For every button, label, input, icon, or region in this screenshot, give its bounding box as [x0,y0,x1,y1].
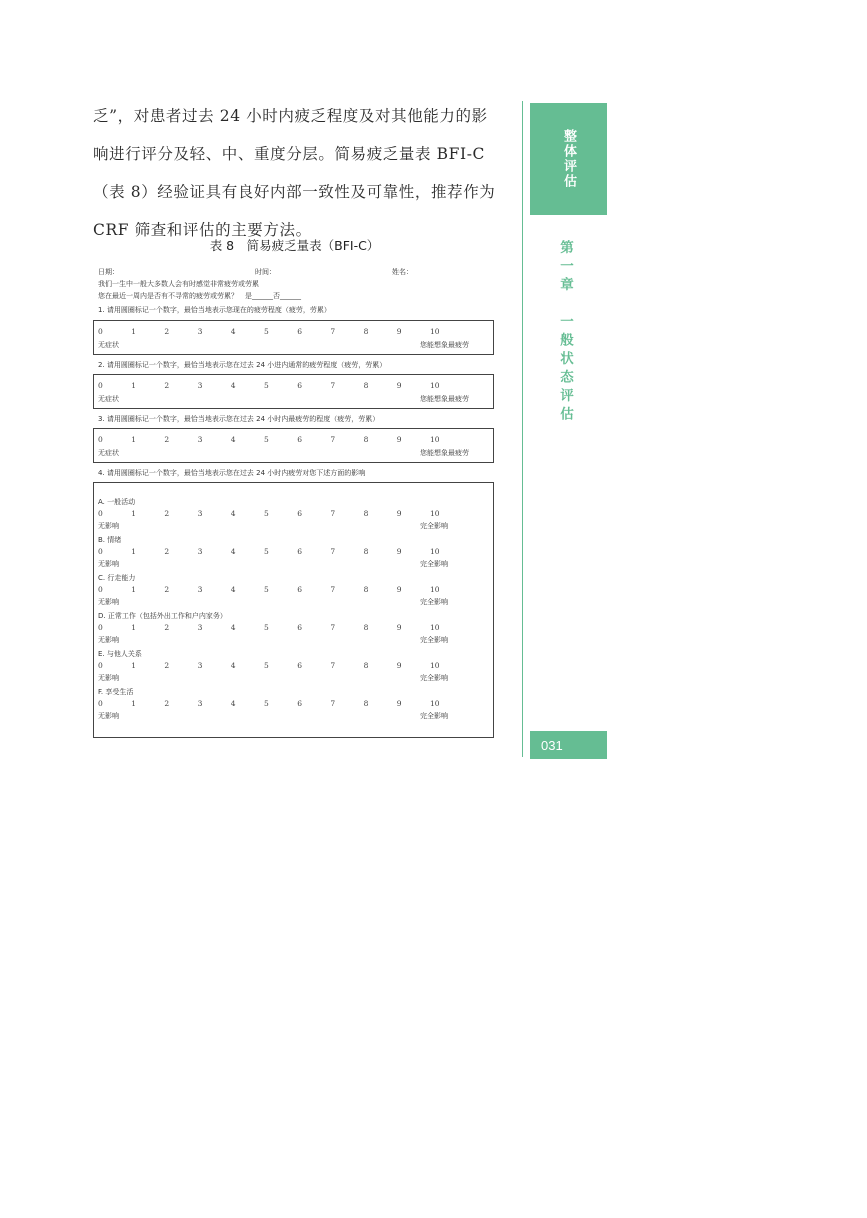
section-tab [530,103,607,215]
scale-number: 2 [164,623,170,632]
left-anchor: 无症状 [98,449,119,457]
scale-number: 9 [396,509,402,518]
scale-number: 0 [98,661,103,670]
right-anchor: 完全影响 [420,598,448,606]
question-4: 4. 请用圆圈标记一个数字，最恰当地表示您在过去 24 小时内疲劳对您下述方面的影响 [98,469,366,477]
q4-item-a-scale [98,509,438,519]
q4-item-e: E. 与他人关系 [98,650,142,658]
scale-number: 7 [330,547,336,556]
scale-number: 1 [131,585,136,594]
scale-number: 7 [330,661,336,670]
scale-number: 1 [131,623,136,632]
right-anchor: 完全影响 [420,560,448,568]
scale-number: 9 [396,435,402,444]
question-2-scale [98,381,438,391]
scale-number: 5 [264,585,269,594]
left-anchor: 无影响 [98,560,119,568]
scale-number: 2 [164,435,170,444]
right-anchor: 完全影响 [420,674,448,682]
question-1-scale [98,327,438,337]
scale-number: 5 [264,327,269,336]
scale-number: 6 [297,661,302,670]
scale-number: 2 [164,585,170,594]
scale-number: 7 [330,381,336,390]
scale-number: 5 [264,623,269,632]
scale-number: 7 [330,509,336,518]
paragraph-line: CRF 筛查和评估的主要方法。 [93,221,312,239]
q4-item-d: D. 正常工作（包括外出工作和户内家务） [98,612,227,620]
scale-number: 1 [131,509,136,518]
scale-number: 5 [264,435,269,444]
scale-number: 9 [396,381,402,390]
intro-line: 我们一生中一般大多数人会有时感觉非常疲劳或劳累 [98,280,259,288]
scale-number: 8 [363,327,369,336]
scale-number: 2 [164,381,170,390]
scale-number: 1 [131,547,136,556]
scale-number: 8 [363,509,369,518]
chapter-title: 第一章 一般状态评估 [557,240,573,425]
sidebar-divider [522,101,523,757]
scale-number: 10 [430,585,440,594]
scale-number: 8 [363,435,369,444]
scale-number: 10 [430,509,440,518]
scale-number: 8 [363,381,369,390]
scale-number: 4 [230,661,236,670]
scale-number: 1 [131,327,136,336]
right-anchor: 您能想象最疲劳 [420,341,469,349]
scale-number: 3 [197,381,203,390]
q4-item-c: C. 行走能力 [98,574,136,582]
scale-number: 10 [430,699,440,708]
scale-number: 5 [264,699,269,708]
paragraph-line: 乏”，对患者过去 24 小时内疲乏程度及对其他能力的影 [93,107,488,125]
scale-number: 4 [230,585,236,594]
left-anchor: 无影响 [98,674,119,682]
q4-item-b-scale [98,547,438,557]
section-tab-label: 整体评估 [561,129,576,189]
right-anchor: 完全影响 [420,712,448,720]
name-label: 姓名： [392,268,413,276]
question-3-scale [98,435,438,445]
scale-number: 10 [430,661,440,670]
scale-number: 1 [131,435,136,444]
scale-number: 7 [330,585,336,594]
scale-number: 3 [197,585,203,594]
scale-number: 4 [230,547,236,556]
scale-number: 8 [363,661,369,670]
scale-number: 2 [164,327,170,336]
scale-number: 0 [98,585,103,594]
scale-number: 0 [98,327,103,336]
scale-number: 3 [197,623,203,632]
right-anchor: 完全影响 [420,636,448,644]
scale-number: 2 [164,547,170,556]
scale-number: 8 [363,547,369,556]
q4-item-c-scale [98,585,438,595]
scale-number: 9 [396,661,402,670]
scale-number: 10 [430,435,440,444]
scale-number: 6 [297,381,302,390]
scale-number: 7 [330,327,336,336]
scale-number: 2 [164,661,170,670]
scale-number: 0 [98,435,103,444]
scale-number: 9 [396,585,402,594]
paragraph-line: 响进行评分及轻、中、重度分层。简易疲乏量表 BFI-C [93,145,485,163]
scale-number: 7 [330,435,336,444]
q4-item-d-scale [98,623,438,633]
scale-number: 9 [396,547,402,556]
scale-number: 4 [230,435,236,444]
scale-number: 0 [98,381,103,390]
scale-number: 6 [297,327,302,336]
scale-number: 0 [98,547,103,556]
scale-number: 3 [197,547,203,556]
scale-number: 3 [197,327,203,336]
scale-number: 8 [363,699,369,708]
scale-number: 10 [430,381,440,390]
question-2: 2. 请用圆圈标记一个数字，最恰当地表示您在过去 24 小进内通常的疲劳程度（疲劳，劳累） [98,361,387,369]
time-label: 时间： [255,268,276,276]
scale-number: 6 [297,623,302,632]
scale-number: 4 [230,327,236,336]
question-1: 1. 请用圆圈标记一个数字，最恰当地表示您现在的疲劳程度（疲劳，劳累） [98,306,331,314]
q4-item-f-scale [98,699,438,709]
scale-number: 10 [430,327,440,336]
scale-number: 7 [330,699,336,708]
scale-number: 0 [98,623,103,632]
scale-number: 1 [131,661,136,670]
scale-number: 4 [230,509,236,518]
right-anchor: 您能想象最疲劳 [420,395,469,403]
left-anchor: 无影响 [98,712,119,720]
left-anchor: 无影响 [98,636,119,644]
scale-number: 6 [297,547,302,556]
scale-number: 10 [430,623,440,632]
date-label: 日期： [98,268,119,276]
left-anchor: 无症状 [98,341,119,349]
scale-number: 6 [297,585,302,594]
scale-number: 1 [131,381,136,390]
scale-number: 9 [396,327,402,336]
scale-number: 8 [363,585,369,594]
q4-item-e-scale [98,661,438,671]
left-anchor: 无影响 [98,522,119,530]
scale-number: 8 [363,623,369,632]
scale-number: 5 [264,509,269,518]
scale-number: 0 [98,509,103,518]
scale-number: 6 [297,435,302,444]
scale-number: 3 [197,661,203,670]
left-anchor: 无症状 [98,395,119,403]
scale-number: 2 [164,509,170,518]
table-title: 表 8 简易疲乏量表（BFI-C） [209,238,380,253]
scale-number: 9 [396,623,402,632]
scale-number: 9 [396,699,402,708]
body-paragraph [93,97,503,249]
scale-number: 5 [264,547,269,556]
scale-number: 4 [230,381,236,390]
scale-number: 10 [430,547,440,556]
scale-number: 7 [330,623,336,632]
scale-number: 5 [264,381,269,390]
paragraph-line: （表 8）经验证具有良好内部一致性及可靠性，推荐作为 [93,183,496,201]
scale-number: 2 [164,699,170,708]
scale-number: 6 [297,509,302,518]
scale-number: 1 [131,699,136,708]
scale-number: 4 [230,699,236,708]
question-3: 3. 请用圆圈标记一个数字，最恰当地表示您在过去 24 小时内最疲劳的程度（疲劳，劳累） [98,415,380,423]
scale-number: 3 [197,435,203,444]
q4-item-f: F. 享受生活 [98,688,134,696]
week-question: 您在最近一周内是否有不寻常的疲劳或劳累？ 是______否______ [98,292,301,300]
scale-number: 3 [197,699,203,708]
right-anchor: 您能想象最疲劳 [420,449,469,457]
q4-item-b: B. 情绪 [98,536,122,544]
scale-number: 5 [264,661,269,670]
right-anchor: 完全影响 [420,522,448,530]
scale-number: 4 [230,623,236,632]
scale-number: 0 [98,699,103,708]
q4-item-a: A. 一般活动 [98,498,136,506]
page-number: 031 [530,731,607,759]
scale-number: 3 [197,509,203,518]
scale-number: 6 [297,699,302,708]
left-anchor: 无影响 [98,598,119,606]
